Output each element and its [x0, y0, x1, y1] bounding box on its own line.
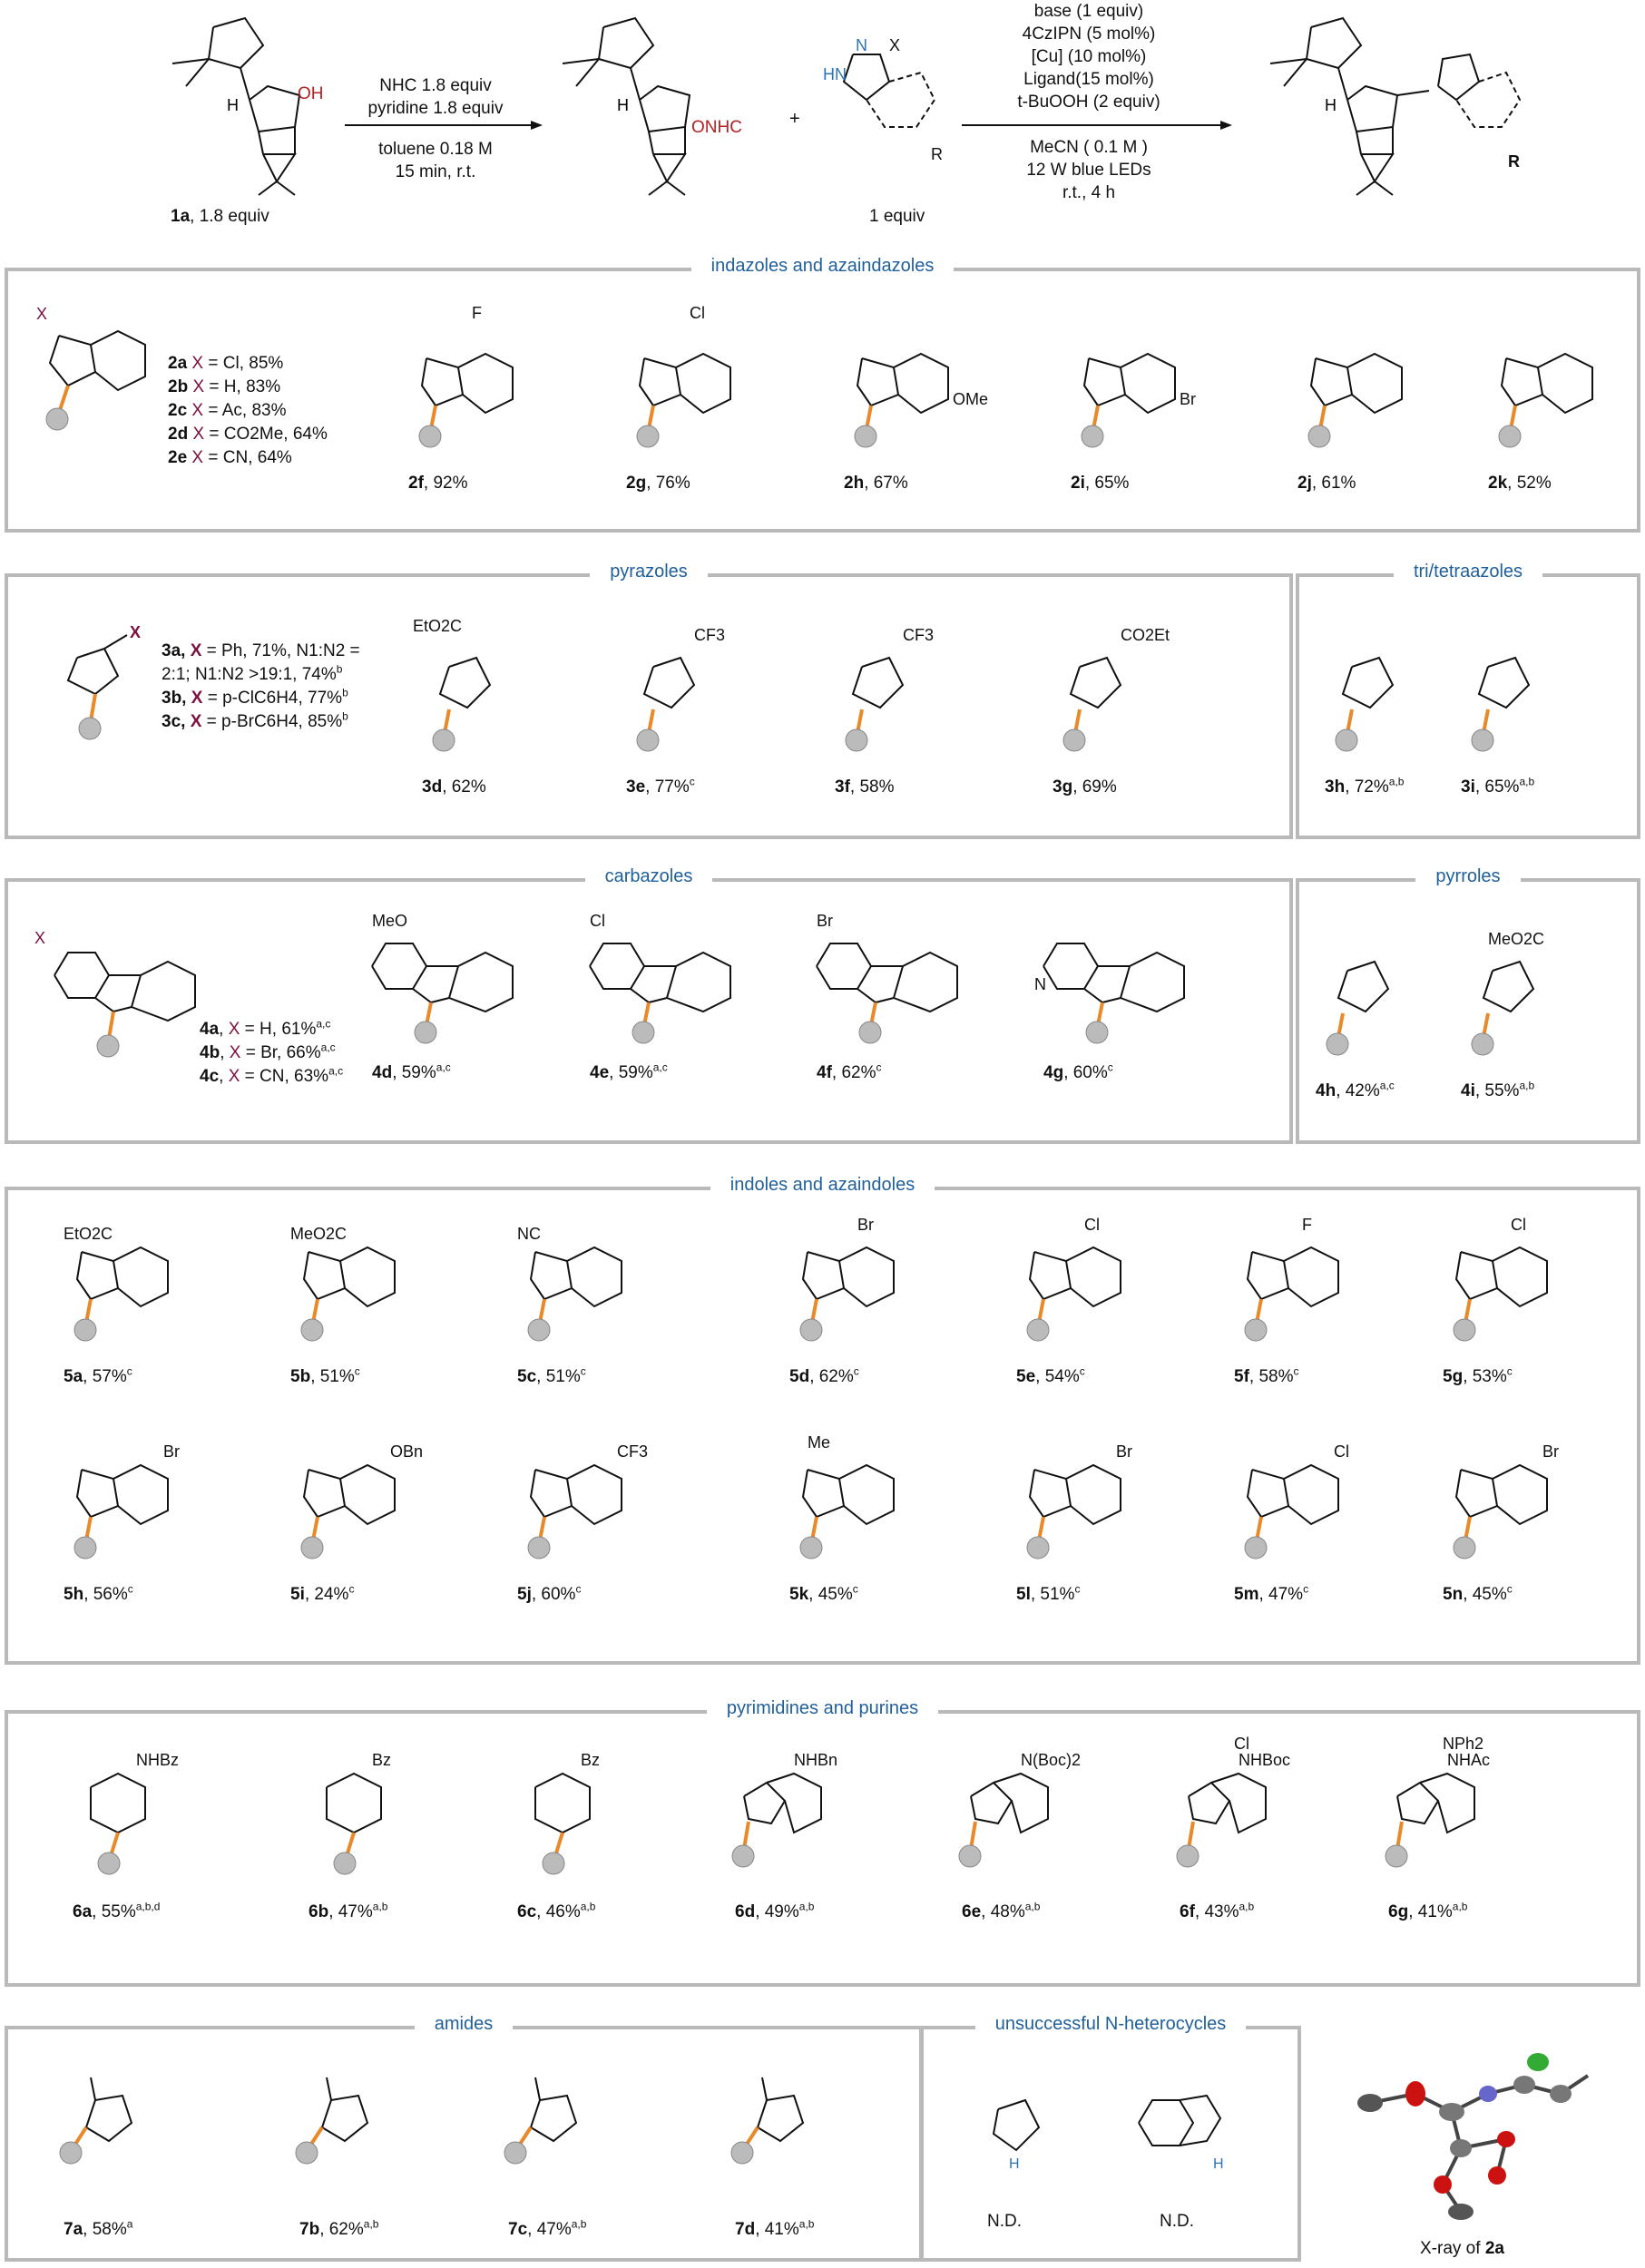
panel-title-carbazoles: carbazoles	[585, 866, 713, 886]
compound-4h-structure	[1307, 921, 1470, 1066]
azole-x: X	[889, 36, 901, 54]
product-r: R	[1508, 152, 1520, 171]
azole-hn: HN	[823, 65, 847, 83]
svg-text:H: H	[1213, 2156, 1224, 2172]
substituent-4i: MeO2C	[1488, 930, 1545, 948]
substituent-5a: EtO2C	[64, 1225, 113, 1243]
substituent-3g: CO2Et	[1121, 626, 1170, 644]
compound-label-5g: 5g, 53%$^c$	[1443, 1364, 1513, 1386]
panel-title-unsuccessful: unsuccessful N-heterocycles	[975, 2014, 1247, 2034]
svg-text:H: H	[1325, 96, 1337, 114]
svg-text:H: H	[617, 96, 629, 114]
compound-7b-structure	[290, 2059, 454, 2204]
substituent-4d: MeO	[372, 912, 408, 930]
sm1-label: 1a, 1.8 equiv	[171, 207, 269, 226]
svg-text:H: H	[1009, 2156, 1020, 2172]
compound-label-7d: 7d, 41%$^{a,b}$	[735, 2217, 815, 2239]
azole-equiv: 1 equiv	[869, 207, 925, 226]
compound-label-3d: 3d, 62%	[422, 777, 486, 797]
compound-5m-structure	[1225, 1424, 1388, 1569]
panel-title-pyrazoles: pyrazoles	[590, 562, 708, 582]
compound-label-5b: 5b, 51%$^c$	[290, 1364, 360, 1386]
substituent2-6f: Cl	[1234, 1735, 1249, 1753]
substituent-5j: CF3	[617, 1442, 649, 1461]
substituent-6a: NHBz	[136, 1751, 180, 1769]
substituent-4g: N	[1034, 975, 1046, 993]
substituent-5k: Me	[808, 1433, 831, 1452]
azole-n: N	[856, 36, 867, 54]
compound-7c-structure	[499, 2059, 662, 2204]
substituent-5n: Br	[1542, 1442, 1559, 1461]
compound-label-2g: 2g, 76%	[626, 474, 690, 493]
substituent-6f: NHBoc	[1239, 1751, 1291, 1769]
compound-2h-structure	[835, 313, 998, 458]
compound-2k-structure	[1479, 313, 1642, 458]
compound-label-5i: 5i, 24%$^c$	[290, 1582, 355, 1604]
panel-title-pyrroles: pyrroles	[1415, 866, 1520, 886]
intermediate-onhc-group: ONHC	[691, 118, 742, 137]
compound-label-2f: 2f, 92%	[408, 474, 468, 493]
compound-label-3f: 3f, 58%	[835, 777, 895, 797]
compound-label-6a: 6a, 55%$^{a,b,d}$	[73, 1900, 161, 1921]
compound-2g-structure	[617, 313, 780, 458]
compound-label-3i: 3i, 65%$^{a,b}$	[1461, 775, 1535, 797]
carbazole-x-list: 4a, X = H, 61%$^{a,c}$ 4b, X = Br, 66%$^{a,c}$ 4c, X = CN, 63%$^{a,c}$	[200, 1017, 344, 1086]
compound-label-3g: 3g, 69%	[1053, 777, 1117, 797]
compound-label-2i: 2i, 65%	[1071, 474, 1130, 493]
svg-text:X: X	[36, 305, 48, 323]
compound-7a-structure	[54, 2059, 218, 2204]
xray-structure-image	[1334, 2039, 1624, 2221]
nd-label-imidazole: N.D.	[987, 2212, 1022, 2231]
substituent-5b: MeO2C	[290, 1225, 348, 1243]
substituent-5d: Br	[857, 1216, 874, 1234]
compound-5k-structure	[780, 1424, 944, 1569]
substituent-6e: N(Boc)2	[1021, 1751, 1082, 1769]
step2-arrow	[962, 120, 1234, 131]
compound-label-5n: 5n, 45%$^c$	[1443, 1582, 1513, 1604]
compound-label-5c: 5c, 51%$^c$	[517, 1364, 586, 1386]
substituent-6b: Bz	[372, 1751, 392, 1769]
compound-label-4g: 4g, 60%$^c$	[1043, 1061, 1113, 1082]
step1-arrow	[345, 120, 544, 131]
compound-label-7b: 7b, 62%$^{a,b}$	[299, 2217, 379, 2239]
substituent-5m: Cl	[1334, 1442, 1349, 1461]
svg-text:H: H	[227, 96, 239, 114]
compound-label-2j: 2j, 61%	[1297, 474, 1356, 493]
compound-5n-structure	[1434, 1424, 1597, 1569]
azole-r: R	[931, 145, 943, 163]
step1-conditions-bottom: toluene 0.18 M 15 min, r.t.	[378, 140, 493, 181]
compound-3i-structure	[1452, 617, 1615, 762]
svg-text:X: X	[130, 623, 142, 641]
panel-title-amides: amides	[415, 2014, 513, 2034]
compound-label-4f: 4f, 62%$^c$	[817, 1061, 882, 1082]
compound-label-4i: 4i, 55%$^{a,b}$	[1461, 1079, 1535, 1100]
compound-label-6d: 6d, 49%$^{a,b}$	[735, 1900, 815, 1921]
compound-4g-structure	[1034, 903, 1198, 1048]
substituent-3f: CF3	[903, 626, 935, 644]
compound-label-6e: 6e, 48%$^{a,b}$	[962, 1900, 1041, 1921]
compound-label-3e: 3e, 77%$^c$	[626, 775, 695, 797]
compound-label-5f: 5f, 58%$^c$	[1234, 1364, 1299, 1386]
substituent-2h: OMe	[953, 390, 989, 408]
compound-label-6g: 6g, 41%$^{a,b}$	[1388, 1900, 1468, 1921]
panel-title-indazoles: indazoles and azaindazoles	[691, 256, 955, 276]
compound-label-5k: 5k, 45%$^c$	[789, 1582, 858, 1604]
pyrazole-x-list: 3a, X = Ph, 71%, N1:N2 = 2:1; N1:N2 >19:1, 74%$^b$ 3b, X = p-ClC6H4, 77%$^b$ 3c, X = p-BrC6H4, 85%$^b$	[162, 641, 360, 731]
compound-label-6c: 6c, 46%$^{a,b}$	[517, 1900, 596, 1921]
indazole-core-structure	[27, 299, 154, 435]
sm1-oh-group: OH	[298, 84, 324, 103]
compound-2i-structure	[1062, 313, 1225, 458]
compound-5l-structure	[1007, 1424, 1170, 1569]
substituent-3e: CF3	[694, 626, 726, 644]
compound-label-5h: 5h, 56%$^c$	[64, 1582, 133, 1604]
product-structure	[1257, 9, 1638, 200]
panel-title-pyrimidines: pyrimidines and purines	[707, 1698, 938, 1718]
compound-label-2h: 2h, 67%	[844, 474, 908, 493]
compound-label-6b: 6b, 47%$^{a,b}$	[308, 1900, 388, 1921]
compound-4e-structure	[581, 903, 744, 1048]
sugar-1a-structure	[159, 9, 367, 200]
benzimidazole-structure	[1130, 2077, 1248, 2177]
compound-label-5j: 5j, 60%$^c$	[517, 1582, 582, 1604]
step1-conditions-top: NHC 1.8 equiv pyridine 1.8 equiv	[367, 76, 504, 118]
compound-label-4e: 4e, 59%$^{a,c}$	[590, 1061, 668, 1082]
substituent-4f: Br	[817, 912, 833, 930]
substituent-2i: Br	[1180, 390, 1196, 408]
imidazole-structure	[980, 2077, 1053, 2177]
carbazole-core-structure	[27, 907, 218, 1080]
compound-label-4h: 4h, 42%$^{a,c}$	[1316, 1079, 1395, 1100]
substituent-5e: Cl	[1084, 1216, 1100, 1234]
compound-2f-structure	[399, 313, 563, 458]
indazole-x-list: 2a X = Cl, 85% 2b X = H, 83% 2c X = Ac, 83% 2d X = CO2Me, 64% 2e X = CN, 64%	[168, 354, 328, 467]
intermediate-structure	[549, 9, 758, 200]
compound-label-6f: 6f, 43%$^{a,b}$	[1180, 1900, 1255, 1921]
substituent2-6g: NPh2	[1443, 1735, 1484, 1753]
panel-title-indoles: indoles and azaindoles	[710, 1175, 935, 1195]
compound-label-3h: 3h, 72%$^{a,b}$	[1325, 775, 1405, 797]
substituent-2g: Cl	[690, 304, 705, 322]
substituent-5i: OBn	[390, 1442, 424, 1461]
compound-3d-structure	[413, 617, 576, 762]
substituent-6c: Bz	[581, 1751, 601, 1769]
compound-label-5l: 5l, 51%$^c$	[1016, 1582, 1081, 1604]
compound-label-4d: 4d, 59%$^{a,c}$	[372, 1061, 451, 1082]
plus-sign: +	[789, 109, 800, 129]
svg-text:X: X	[34, 929, 46, 947]
substituent-5f: F	[1302, 1216, 1312, 1234]
compound-label-5e: 5e, 54%$^c$	[1016, 1364, 1085, 1386]
substituent-5c: NC	[517, 1225, 541, 1243]
substituent-5l: Br	[1116, 1442, 1132, 1461]
pyrazole-core-structure	[50, 621, 150, 748]
nd-label-benzimidazole: N.D.	[1160, 2212, 1194, 2231]
substituent-3d: EtO2C	[413, 617, 463, 635]
step2-conditions-top: base (1 equiv) 4CzIPN (5 mol%) [Cu] (10 mol%) Ligand(15 mol%) t-BuOOH (2 equiv)	[1017, 2, 1160, 112]
compound-7d-structure	[726, 2059, 889, 2204]
compound-label-5m: 5m, 47%$^c$	[1234, 1582, 1309, 1604]
compound-label-7a: 7a, 58%$^a$	[64, 2217, 133, 2239]
substituent-2f: F	[472, 304, 482, 322]
panel-title-tetrazoles: tri/tetraazoles	[1394, 562, 1542, 582]
step2-conditions-bottom: MeCN ( 0.1 M ) 12 W blue LEDs r.t., 4 h	[1026, 138, 1151, 202]
substituent-4e: Cl	[590, 912, 605, 930]
compound-label-7c: 7c, 47%$^{a,b}$	[508, 2217, 587, 2239]
compound-label-5a: 5a, 57%$^c$	[64, 1364, 132, 1386]
substituent-5g: Cl	[1511, 1216, 1526, 1234]
compound-2j-structure	[1288, 313, 1452, 458]
substituent-6d: NHBn	[794, 1751, 838, 1769]
compound-label-5d: 5d, 62%$^c$	[789, 1364, 859, 1386]
compound-label-2k: 2k, 52%	[1488, 474, 1552, 493]
substituent-5h: Br	[163, 1442, 180, 1461]
compound-5h-structure	[54, 1424, 218, 1569]
azole-reagent-structure	[817, 27, 944, 163]
xray-caption: X-ray of 2a	[1420, 2239, 1504, 2258]
substituent-6g: NHAc	[1447, 1751, 1491, 1769]
